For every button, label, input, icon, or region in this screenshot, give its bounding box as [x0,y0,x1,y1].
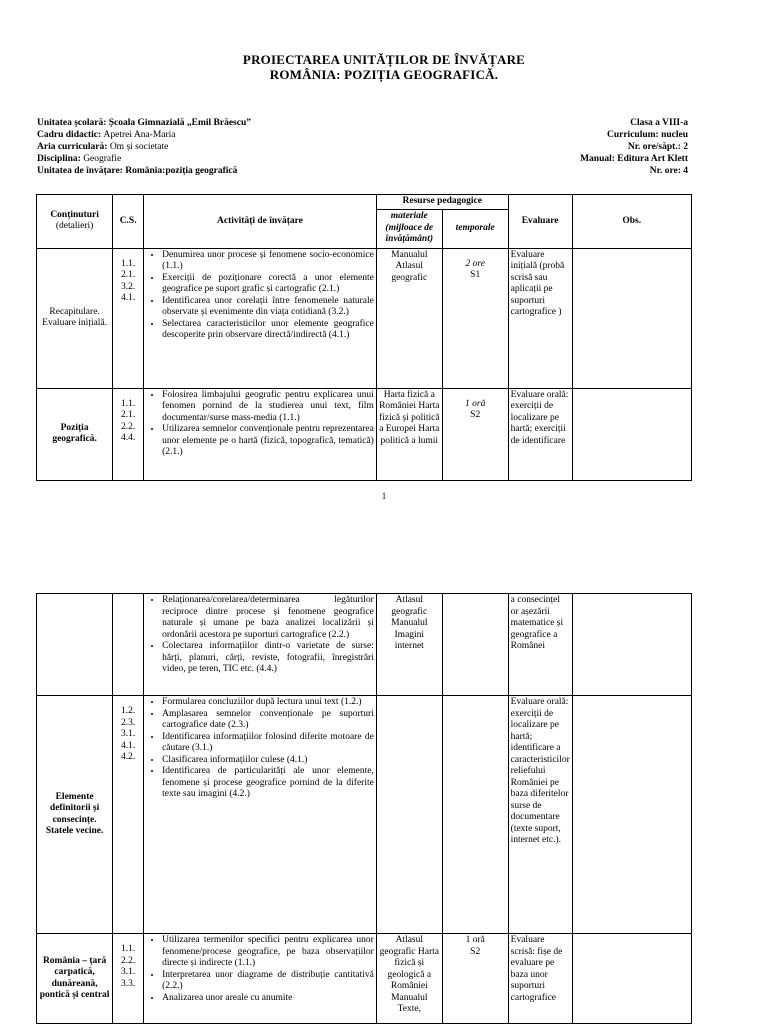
cs-code: 3.3. [121,978,136,989]
temporal-cell [442,934,508,1024]
activity-item: • Selectarea caracteristicilor unor elemente geografice descoperite prin observare directă/indirectă (4.1.) [162,319,374,342]
activity-item: • Identificarea de particularități ale unor elemente, fenomene și procese geografice pornind de la diferite texte sau imagini (4.2.) [162,766,374,801]
meta-right-row: Nr. ore/săpt.: 2 [627,142,688,152]
content-cell [37,594,113,696]
activity-item: • Denumirea unor procese și fenomene socio-economice (1.1.) [162,250,374,273]
header-cs: C.S. [113,195,144,249]
table-row [37,934,692,1024]
cs-code: 4.4. [121,433,136,443]
obs-cell [572,248,692,388]
activity-item: • Exerciții de poziționare corectă a unor elemente geografice pe suport grafic și cartografic (2.1.) [162,273,374,296]
meta-right-row: Clasa a VIII-a [630,118,688,128]
meta-value: Om și societate [109,142,169,152]
meta-value: Geografie [83,154,122,164]
header-evaluare: Evaluare [508,195,572,249]
page-number: 1 [381,491,387,501]
cs-code: 3.1. [121,729,136,739]
planning-table-page2 [36,593,692,1024]
activities-list [146,595,374,676]
temporal-week: S1 [470,270,481,280]
temporal-cell [442,594,508,696]
cs-cell [113,934,144,1024]
table-row [37,388,692,480]
content-cell: Recapitulare. Evaluare inițială. [37,248,113,388]
materials-cell: Harta fizică a României Harta fizică și politică a Europei Harta politică a lumii [376,388,442,480]
header-temporale: temporale [442,209,508,248]
meta-left-row [37,141,251,153]
meta-right-block [580,117,688,177]
meta-value: România:poziția geografică [125,166,238,176]
header-continuturi [37,195,113,249]
meta-value: Școala Gimnazială „Emil Brăescu” [108,118,251,128]
cs-code: 1.1. [121,398,136,409]
meta-left-row [37,117,251,129]
evaluation-cell: Evaluare orală: exerciții de localizare pe hartă; identificare a caracteristicilor reliefului României pe baza diferitelor surse de documentare (texte suport, internet etc.). [508,696,572,934]
activity-item: • Colectarea informațiilor dintr-o varietate de surse: hărți, planuri, cărți, reviste, fotografii, înregistrări video, pe teren, TIC etc. (4.4.) [162,641,374,676]
evaluation-cell: Evaluare inițială (probă scrisă sau aplicații pe suporturi cartografice ) [508,248,572,388]
activities-list [146,935,374,1004]
evaluation-cell: Evaluare orală: exerciții de localizare pe hartă; exerciții de identificare [508,388,572,480]
header-continuturi-label: Conținuturi [50,209,99,220]
header-materiale: materiale (mijloace de învățământ) [376,209,442,248]
cs-code: 1.1. [121,944,136,954]
activities-cell [144,934,377,1024]
meta-label: Cadru didactic: [37,130,104,140]
temporal-week: S2 [470,946,481,957]
planning-table-page1 [36,194,692,481]
cs-code: 1.2. [121,706,136,716]
cs-code: 1.1. [121,258,136,269]
temporal-cell [442,248,508,388]
cs-code: 2.3. [121,717,136,728]
header-obs: Obs. [572,195,692,249]
activities-cell [144,248,377,388]
cs-cell [113,696,144,934]
meta-right-row: Manual: Editura Art Klett [580,154,688,164]
activity-item: • Analizarea unor areale cu anumite [162,993,374,1005]
table-row [37,696,692,934]
temporal-duration: 2 ore [465,258,485,269]
activity-item: • Identificarea informațiilor folosind diferite motoare de căutare (3.1.) [162,732,374,755]
temporal-cell [442,696,508,934]
obs-cell [572,696,692,934]
meta-right-row: Curriculum: nucleu [606,130,688,140]
cs-code: 4.1. [121,293,136,303]
activities-list [146,250,374,342]
meta-right-row: Nr. ore: 4 [649,166,688,176]
meta-label: Disciplina: [37,154,84,164]
activity-item: • Clasificarea informațiilor culese (4.1.) [162,755,374,767]
activity-item: • Folosirea limbajului geografic pentru explicarea unui fenomen pornind de la studierea unui text, film documentar/surse mass-media (1.1.) [162,390,374,425]
cs-code: 4.1. [121,740,136,751]
activity-item: • Relaționarea/corelarea/determinarea legăturilor reciproce dintre procese și fenomene geografice naturale și umane pe baza analizei localizării și ordonării acestora pe suporturi cartografice (2.2.) [162,595,374,641]
cs-code: 2.2. [121,955,136,966]
evaluation-cell: Evaluare scrisă: fișe de evaluare pe baza unor suporturi cartografice [508,934,572,1024]
temporal-duration: 1 oră [465,935,485,945]
evaluation-cell: a consecințel or așezării matematice și geografice a Românei [508,594,572,696]
activities-cell [144,594,377,696]
obs-cell [572,594,692,696]
cs-code: 4.2. [121,752,136,762]
meta-label: Unitatea de învățare: [37,166,126,176]
table-row [37,594,692,696]
cs-cell [113,248,144,388]
activities-list [146,390,374,459]
cs-code: 3.2. [121,281,136,292]
content-cell: Poziția geografică. [37,388,113,480]
meta-left-row [37,129,251,141]
header-resurse: Resurse pedagogice [376,195,508,210]
materials-cell: Atlasul geografic Harta fizică și geologică a României Manualul Texte, [376,934,442,1024]
header-continuturi-sub: (detalieri) [55,221,94,232]
cs-code: 2.1. [121,410,136,420]
meta-left-block [37,117,251,177]
obs-cell [572,934,692,1024]
cs-code: 2.1. [121,270,136,280]
activity-item: • Utilizarea termenilor specifici pentru explicarea unor fenomene/procese geografice, pe baza observațiilor directe și indirecte (1.1.) [162,935,374,970]
cs-cell [113,594,144,696]
document-title-line1: PROIECTAREA UNITĂȚILOR DE ÎNVĂȚARE [242,52,526,67]
temporal-cell [442,388,508,480]
meta-label: Aria curriculară: [37,142,110,152]
cs-code: 3.1. [121,967,136,977]
table-row [37,248,692,388]
temporal-week: S2 [470,410,481,420]
meta-left-row [37,153,251,165]
materials-cell: Manualul Atlasul geografic [376,248,442,388]
activity-item: • Formularea concluziilor după lectura unui text (1.2.) [162,697,374,709]
obs-cell [572,388,692,480]
materials-cell [376,696,442,934]
meta-left-row [37,165,251,177]
materials-cell: Atlasul geografic Manualul Imagini internet [376,594,442,696]
cs-cell [113,388,144,480]
meta-value: Apetrei Ana-Maria [103,130,176,140]
activity-item: • Utilizarea semnelor convenționale pentru reprezentarea unor elemente pe o hartă (fizică, topografică, tematică) (2.1.) [162,424,374,459]
activities-list [146,697,374,801]
temporal-duration: 1 oră [465,398,486,409]
activities-cell [144,696,377,934]
content-cell: Elemente definitorii și consecințe. Statele vecine. [37,696,113,934]
activity-item: • Identificarea unor corelații între fenomenele naturale observate și evenimente din viața cotidiană (3.2.) [162,296,374,319]
meta-label: Unitatea școlară: [37,118,109,128]
content-cell: România – țară carpatică, dunăreană, pontică și central [37,934,113,1024]
cs-code: 2.2. [121,421,136,432]
header-activitati: Activități de învățare [144,195,377,249]
activity-item: • Amplasarea semnelor convenționale pe suporturi cartografice date (2.3.) [162,709,374,732]
activity-item: • Interpretarea unor diagrame de distribuție cantitativă (2.2.) [162,970,374,993]
document-title-line2: ROMÂNIA: POZIȚIA GEOGRAFICĂ. [269,67,499,82]
activities-cell [144,388,377,480]
